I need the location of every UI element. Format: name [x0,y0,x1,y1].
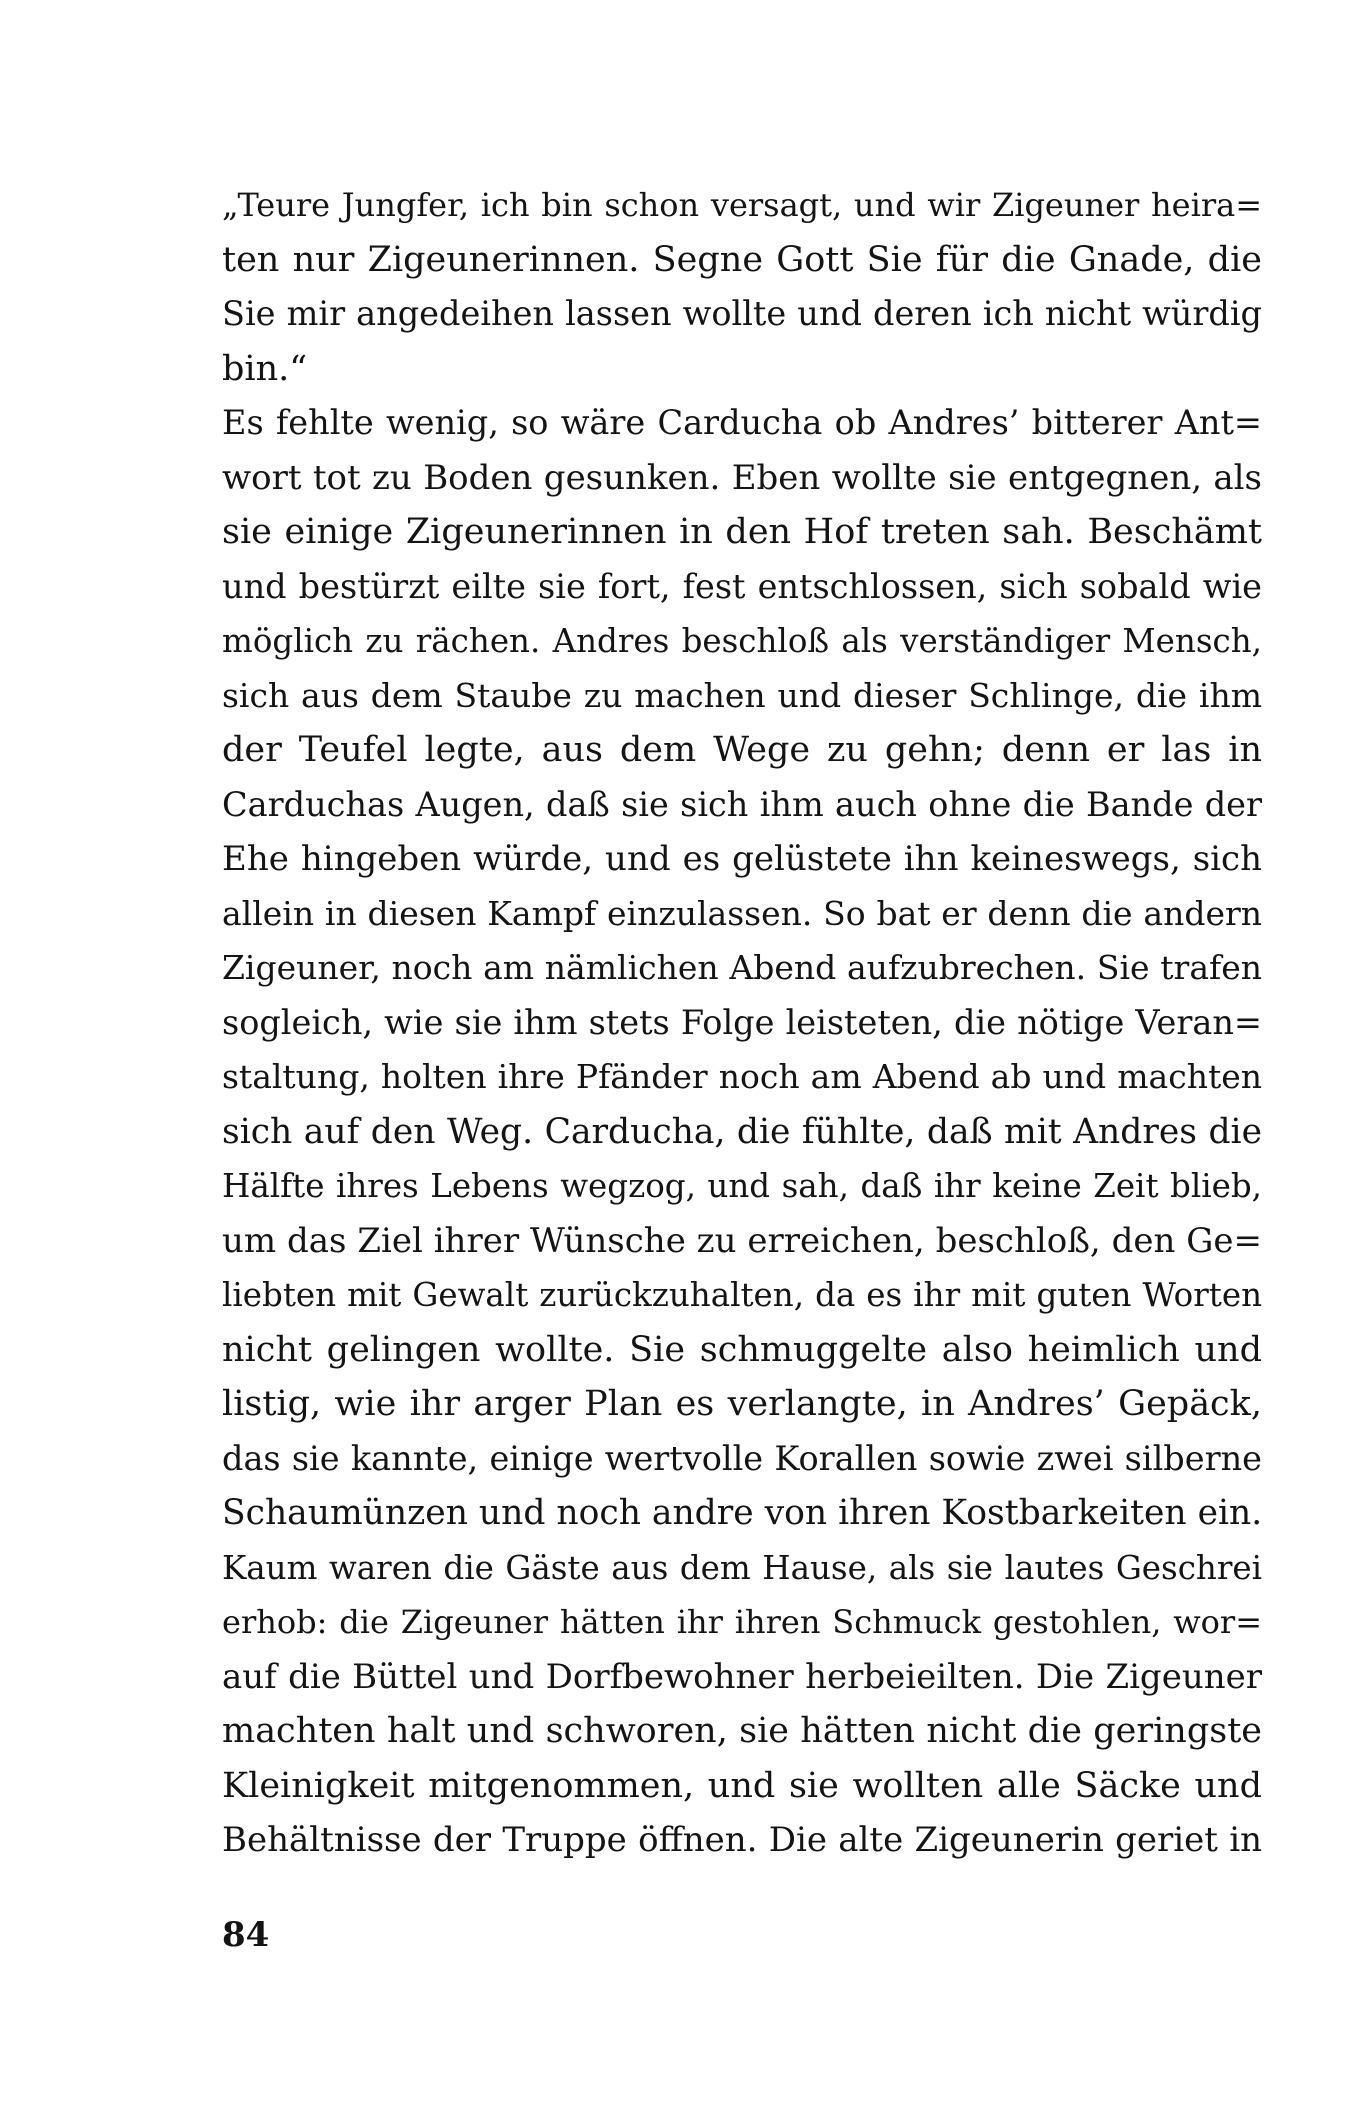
text-line: Zigeuner, noch am nämlichen Abend aufzubrechen. Sie trafen [222,948,1262,987]
text-line: Kaum waren die Gäste aus dem Hause, als sie lautes Geschrei [222,1548,1262,1587]
page-number: 84 [222,1915,270,1955]
text-line: sich aus dem Staube zu machen und dieser Schlinge, die ihm [222,675,1262,715]
text-line: staltung, holten ihre Pfänder noch am Abend ab und machten [222,1057,1262,1096]
text-line: bin.“ [222,348,308,389]
text-line: Sie mir angedeihen lassen wollte und deren ich nicht würdig [222,294,1262,333]
text-line: sie einige Zigeunerinnen in den Hof treten sah. Beschämt [222,512,1262,552]
text-line: machten halt und schworen, sie hätten nicht die geringste [222,1711,1262,1751]
text-line: möglich zu rächen. Andres beschloß als verständiger Mensch, [222,622,1262,660]
text-line: nicht gelingen wollte. Sie schmuggelte also heimlich und [222,1329,1262,1370]
text-line: auf die Büttel und Dorfbewohner herbeieilten. Die Zigeuner [222,1656,1262,1697]
text-line: sich auf den Weg. Carducha, die fühlte, daß mit Andres die [222,1111,1262,1152]
text-line: liebten mit Gewalt zurückzuhalten, da es ihr mit guten Worten [222,1276,1262,1314]
text-line: wort tot zu Boden gesunken. Eben wollte sie entgegnen, als [222,457,1262,498]
text-line: allein in diesen Kampf einzulassen. So bat er denn die andern [222,893,1262,933]
text-line: listig, wie ihr arger Plan es verlangte, in Andres’ Gepäck, [222,1384,1262,1424]
text-line: „Teure Jungfer, ich bin schon versagt, und wir Zigeuner heira= [222,186,1262,224]
text-line: Carduchas Augen, daß sie sich ihm auch ohne die Bande der [222,784,1262,824]
text-line: der Teufel legte, aus dem Wege zu gehn; denn er las in [222,730,1262,770]
text-line: Behältnisse der Truppe öffnen. Die alte Zigeunerin geriet in [222,1820,1262,1860]
body-text [222,178,1262,1868]
text-line: Ehe hingeben würde, und es gelüstete ihn keineswegs, sich [222,839,1262,879]
text-line: erhob: die Zigeuner hätten ihr ihren Schmuck gestohlen, wor= [222,1603,1262,1641]
text-line: ten nur Zigeunerinnen. Segne Gott Sie für die Gnade, die [222,239,1262,280]
text-line: Kleinigkeit mitgenommen, und sie wollten alle Säcke und [222,1765,1262,1806]
text-line: Schaumünzen und noch andre von ihren Kostbarkeiten ein. [222,1493,1263,1533]
text-line: und bestürzt eilte sie fort, fest entschlossen, sich sobald wie [222,566,1262,606]
text-line: Es fehlte wenig, so wäre Carducha ob Andres’ bitterer Ant= [222,403,1262,442]
text-line: Hälfte ihres Lebens wegzog, und sah, daß ihr keine Zeit blieb, [222,1167,1262,1205]
text-line: das sie kannte, einige wertvolle Korallen sowie zwei silberne [222,1438,1262,1478]
text-line: um das Ziel ihrer Wünsche zu erreichen, beschloß, den Ge= [222,1220,1262,1261]
text-line: sogleich, wie sie ihm stets Folge leisteten, die nötige Veran= [222,1002,1262,1042]
